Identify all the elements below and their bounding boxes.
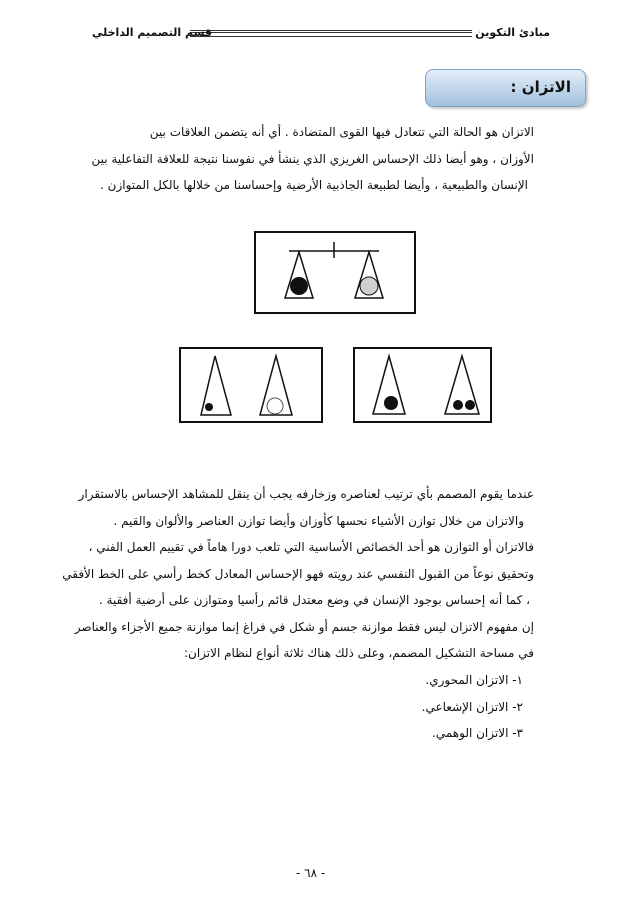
page-number: - ٦٨ - xyxy=(296,866,326,880)
body-line: والاتزان من خلال توازن الأشياء نحسها كأوزان وأيضا توازن العناصر والألوان والقيم . xyxy=(113,513,524,528)
intro-paragraph xyxy=(91,119,534,199)
header-chapter-title: مبادئ التكوين xyxy=(475,26,550,39)
heavy-dot-icon xyxy=(290,277,308,295)
balance-types-list xyxy=(422,667,523,747)
body-line: ، كما أنه إحساس بوجود الإنسان في وضع معتدل قائم رأسيا ومتوازن على أرضية أفقية . xyxy=(98,593,530,607)
body-line: إن مفهوم الاتزان ليس فقط موازنة جسم أو شكل في فراغ إنما موازنة جميع الأجزاء والعناصر xyxy=(74,619,534,634)
light-dot-icon xyxy=(360,277,378,295)
list-item: ٢- الاتزان الإشعاعي. xyxy=(421,699,523,714)
hollow-dot-icon xyxy=(267,398,283,414)
one-vs-two-dots-panel xyxy=(354,348,491,422)
body-line: فالاتزان أو التوازن هو أحد الخصائص الأساسية التي تلعب دورا هاماً في تقييم العمل الفني ، xyxy=(88,540,534,554)
body-line: في مساحة التشكيل المصمم، وعلى ذلك هناك ثلاثة أنواع لنظام الاتزان: xyxy=(183,646,534,660)
body-paragraph xyxy=(62,481,534,667)
body-line: عندما يقوم المصمم بأي ترتيب لعناصره وزخارفه يجب أن ينقل للمشاهد الإحساس بالاستقرار xyxy=(78,487,534,501)
panel-frame xyxy=(255,232,415,313)
small-dot-icon xyxy=(453,400,463,410)
page-header xyxy=(92,22,550,42)
body-line: وتحقيق نوعاً من القبول النفسي عند رويته فهو الإحساس المعادل كخط رأسي على الخط الأفقي xyxy=(62,566,534,581)
balance-figure xyxy=(179,230,494,425)
list-item: ١- الاتزان المحوري. xyxy=(425,673,523,687)
list-item: ٣- الاتزان الوهمي. xyxy=(432,726,523,740)
intro-line: الإنسان والطبيعية ، وأيضا لطبيعة الجاذبية الأرضية وإحساسنا من خلالها بالكل المتوازن . xyxy=(100,178,528,192)
small-dot-icon xyxy=(465,400,475,410)
intro-line: الأوزان ، وهو أيضا ذلك الإحساس الغريزي الذي ينشأ في نفوسنا نتيجة للعلاقة التفاعلية بين xyxy=(91,151,534,166)
header-department: قسم التصميم الداخلي xyxy=(92,26,212,39)
section-title: الاتزان : xyxy=(510,78,571,96)
large-dot-icon xyxy=(384,396,398,410)
header-rule xyxy=(190,30,472,37)
intro-line: الاتزان هو الحالة التي تتعادل فيها القوى المتضادة . أي أنه يتضمن العلاقات بين xyxy=(149,125,534,139)
filled-vs-hollow-panel xyxy=(180,348,322,422)
small-dot-icon xyxy=(205,403,213,411)
section-title-box xyxy=(425,69,586,107)
balance-scale-panel xyxy=(255,232,415,313)
